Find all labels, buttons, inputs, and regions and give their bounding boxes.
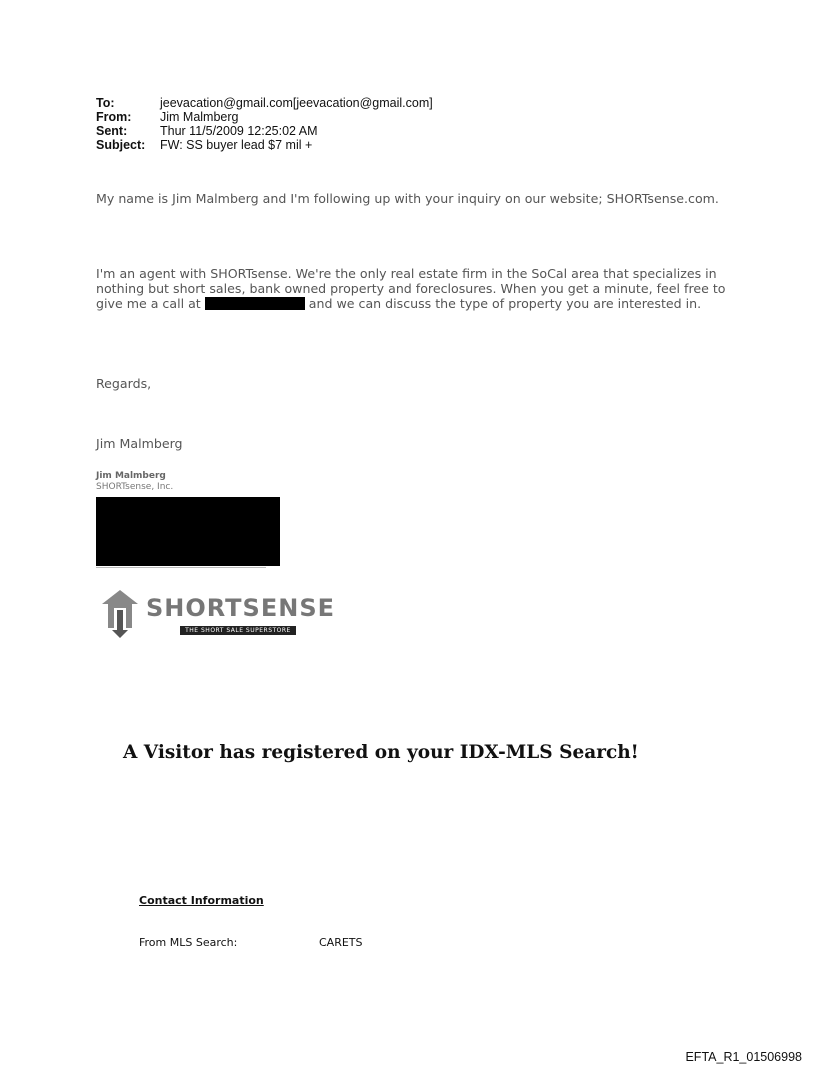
mls-value: CARETS	[319, 936, 363, 949]
sent-row	[96, 124, 433, 138]
logo-tagline: THE SHORT SALE SUPERSTORE	[180, 626, 296, 635]
redacted-phone	[205, 297, 305, 310]
signature-company: SHORTsense, Inc.	[96, 482, 174, 492]
signature-name: Jim Malmberg	[96, 471, 166, 481]
document-id: EFTA_R1_01506998	[685, 1050, 802, 1064]
from-value: Jim Malmberg	[160, 110, 239, 124]
from-row	[96, 110, 433, 124]
to-label: To:	[96, 96, 115, 110]
from-label: From:	[96, 110, 132, 124]
sent-label: Sent:	[96, 124, 128, 138]
mls-label: From MLS Search:	[139, 936, 238, 949]
notice-title: A Visitor has registered on your IDX-MLS Search!	[123, 742, 639, 763]
body-paragraph-2-end: and we can discuss the type of property you are interested in.	[308, 296, 702, 311]
shortsense-logo	[100, 588, 335, 640]
redacted-contact-block	[96, 497, 280, 566]
to-row	[96, 96, 433, 110]
divider	[96, 567, 266, 568]
sent-value: Thur 11/5/2009 12:25:02 AM	[160, 124, 318, 138]
signature-block	[96, 471, 173, 493]
email-header	[96, 96, 433, 152]
body-paragraph-2	[96, 266, 736, 311]
subject-row	[96, 138, 433, 152]
body-paragraph-2-start: I'm an agent with SHORTsense. We're the only real estate firm in the SoCal area that specializes in nothing but short sales, bank owned property and foreclosures. When you get a minute, feel free to give me a call at	[96, 266, 726, 311]
logo-wordmark: SHORTSENSE	[146, 594, 335, 622]
sender-name-text: Jim Malmberg	[96, 436, 183, 451]
regards-text: Regards,	[96, 376, 152, 391]
subject-label: Subject:	[96, 138, 146, 152]
house-arrow-icon	[100, 588, 140, 640]
contact-heading: Contact Information	[139, 894, 264, 907]
body-paragraph-1: My name is Jim Malmberg and I'm following up with your inquiry on our website; SHORTsense.com.	[96, 191, 719, 206]
mls-row	[139, 936, 363, 949]
subject-value: FW: SS buyer lead $7 mil +	[160, 138, 313, 152]
to-value: jeevacation@gmail.com[jeevacation@gmail.com]	[160, 96, 433, 110]
